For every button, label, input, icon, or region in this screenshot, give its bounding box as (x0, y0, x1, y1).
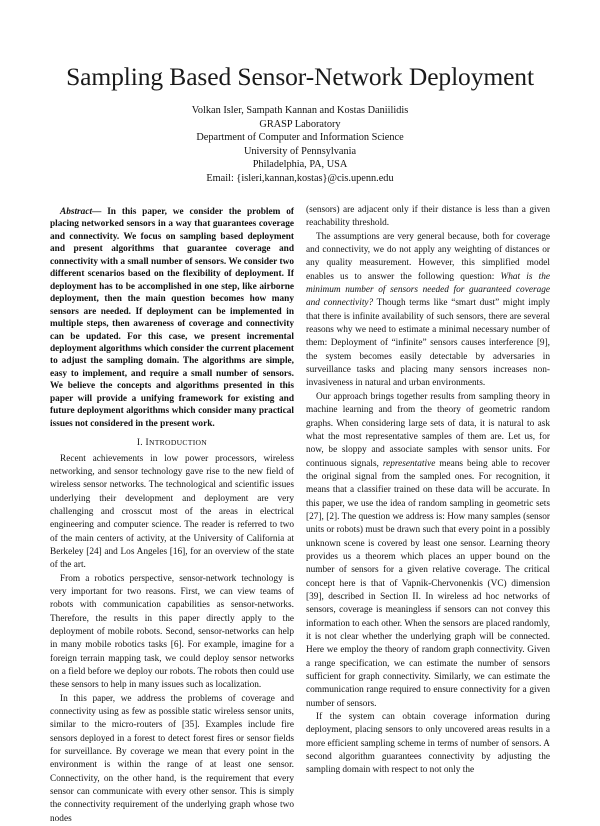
abstract-label: Abstract (60, 207, 93, 217)
department: Department of Computer and Information Science (196, 132, 404, 143)
abstract-text: — In this paper, we consider the problem of placing networked sensors in a way that guarantees coverage and connectivity. We focus on sampling based deployment and present algorithms that guarantee coverage and connectivity with a small number of sensors. We consider two different scenarios based on the flexibility of deployment. If deployment has to be accomplished in one step, like airborne deployment, then the main question becomes how many sensors are needed. If deployment can be implemented in multiple steps, then awareness of coverage and connectivity can be updated. For this case, we present incremental deployment algorithms which consider the current placement to adjust the sampling domain. The algorithms are simple, easy to implement, and require a small number of sensors. We believe the concepts and algorithms presented in this paper will provide a unifying framework for existing and future deployment algorithms which consider many practical issues not considered in the present work. (50, 207, 294, 429)
section-title-rest: NTRODUCTION (148, 438, 208, 448)
author-block (0, 104, 600, 185)
right-p1-a: The assumptions are very general because, both for coverage and connectivity, we do not apply any weighting of distances or any quality measurement. However, this simplified model enables us to answer the following question: (306, 231, 550, 282)
author-names: Volkan Isler, Sampath Kannan and Kostas Daniilidis (191, 105, 409, 116)
right-p2-b: means being able to recover the original signal from the sampled ones. For recognition, it means that a classifier trained on these data will be accurate. In this paper, we use the idea of random sampling in geometric sets [27], [2]. The question we address is: How many samples (sensor units or robots) must be drawn such that every point in a possibly unknown scene is covered by least one sensor. Learning theory provides us a theorem which places an upper bound on the number of sensors for a given relative coverage. The critical concept here is that of Vapnik-Chervonenkis (VC) dimension [39], described in Section II. In wireless ad hoc networks of sensors, coverage is meaningless if sensors can not convey this information to each other. When the sensors are placed randomly, it is not clear whether the underlying graph will be connected. Here we employ the theory of random graph connectivity. Given a range specification, we can estimate the number of sensors sufficient for graph connectivity. Similarly, we can estimate the communication range required to ensure connectivity for a given number of sensors. (306, 458, 550, 709)
section-first-letter: I (145, 438, 149, 449)
abstract (50, 206, 294, 430)
city: Philadelphia, PA, USA (252, 159, 348, 170)
university: University of Pennsylvania (243, 145, 357, 157)
lab-name: GRASP Laboratory (259, 118, 341, 130)
left-paragraph-1: Recent achievements in low power processors, wireless networking, and sensor technology gave rise to the new field of wireless sensor networks. The technological and scientific issues underlying their development and deployment are very challenging and crosscut most of the areas in electrical engineering and computer science. The reader is referred to two of the main centers of activity, at the University of California at Berkeley [24] and Los Angeles [16], for an overview of the state of the art. (50, 453, 294, 571)
email: Email: {isleri,kannan,kostas}@cis.upenn.edu (206, 172, 394, 184)
left-paragraph-2: From a robotics perspective, sensor-network technology is very important for two reasons. First, we can view teams of robots with communication capabilities as sensor-networks. Therefore, the results in this paper directly apply to the deployment of mobile robots. Second, sensor-networks can help in many mobile robotics tasks [6]. For example, imagine for a foreign terrain mapping task, we could deploy sensor networks on a field before we deploy our robots. The robots then could use these sensors to help in many issues such as localization. (50, 573, 294, 691)
right-p2-emphasis: representative (382, 458, 436, 469)
right-p2-a: Our approach brings together results from sampling theory in machine learning and from the theory of geometric random graphs. When considering large sets of data, it is natural to ask what the most representative samples of them are. Let us, for now, be sloppy and associate samples with sensor units. For continuous signals, (306, 391, 550, 469)
right-paragraph-0: (sensors) are adjacent only if their distance is less than a given reachability threshold. (306, 205, 550, 229)
right-paragraph-2 (306, 391, 550, 711)
right-p1-question: What is the minimum number of sensors needed for guaranteed coverage and connectivity? (306, 271, 550, 309)
left-paragraph-3: In this paper, we address the problems of coverage and connectivity using as few as possible static wireless sensor units, similar to the micro-routers of [35]. Examples include fire sensors deployed in a forest to detect forest fires or sensor fields for surveillance. By coverage we mean that every point in the environment is within the range of at least one sensor. Connectivity, on the other hand, is the requirement that every sensor can communicate with every other sensor. This is simply the connectivity requirement of the underlying graph whose two nodes (50, 693, 294, 824)
right-paragraph-3: If the system can obtain coverage information during deployment, placing sensors to only uncovered areas results in a more efficient sampling scheme in terms of number of sensors. A second algorithm guarantees connectivity by adjusting the sampling domain with respect to not only the (306, 712, 550, 776)
left-column (50, 206, 294, 826)
right-paragraph-1 (306, 231, 550, 391)
right-p1-b: Though terms like “smart dust” might imply that there is infinite availability of such sensors, there are several reasons why we need to estimate a minimal necessary number of them: Deployment of “infinite” sensors causes interference [9], the system becomes easily detectable by adversaries in surveillance tasks and placing many sensors increases non-invasiveness in natural and urban environments. (306, 298, 550, 389)
paper-title: Sampling Based Sensor-Network Deployment (66, 62, 534, 91)
right-column (306, 204, 550, 778)
section-number: I. (136, 438, 143, 449)
section-heading-introduction (50, 436, 294, 450)
